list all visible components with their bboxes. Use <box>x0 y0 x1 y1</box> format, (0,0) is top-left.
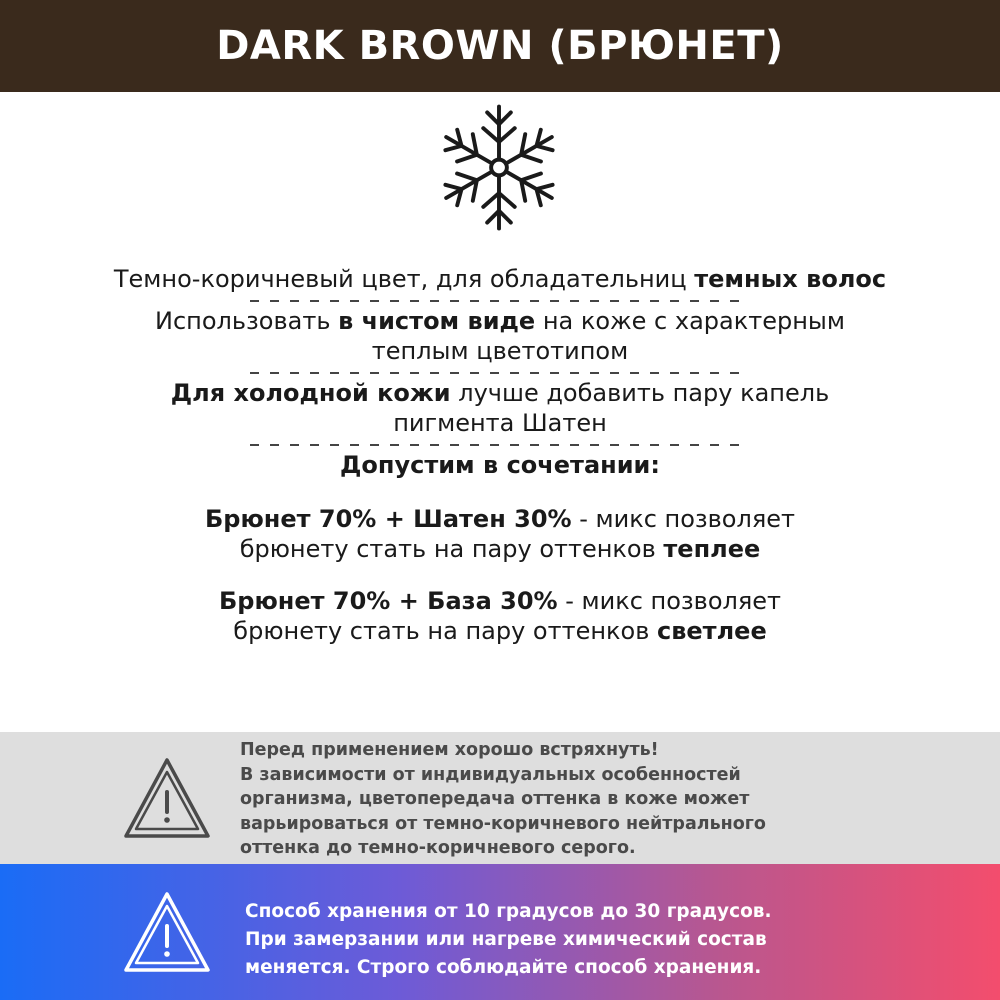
warning-panel <box>0 732 1000 864</box>
info-line-3: теплым цветотипом <box>371 337 629 365</box>
info-line-5: пигмента Шатен <box>393 409 607 437</box>
warning-triangle-icon <box>120 888 214 978</box>
combo-1-line-2: брюнету стать на пару оттенков теплее <box>239 535 761 563</box>
info-section <box>0 264 1000 646</box>
dashed-separator <box>250 444 750 446</box>
page-title: DARK BROWN (БРЮНЕТ) <box>216 23 784 69</box>
warning-text: Перед применением хорошо встряхнуть! В зависимости от индивидуальных особенностей организма, цветопередача оттенка в коже может варьироваться от темно-коричневого нейтрального оттенка до темно-коричневого серого. <box>240 740 766 858</box>
warning-triangle-icon <box>120 754 214 844</box>
combo-title: Допустим в сочетании: <box>340 451 660 479</box>
dashed-separator <box>250 300 750 302</box>
storage-panel <box>0 864 1000 1000</box>
snowflake-icon <box>440 100 558 235</box>
storage-text: Способ хранения от 10 градусов до 30 градусов. При замерзании или нагреве химический состав меняется. Строго соблюдайте способ хранения. <box>245 901 772 978</box>
combo-2-line-1: Брюнет 70% + База 30% - микс позволяет <box>218 587 782 615</box>
dashed-separator <box>250 372 750 374</box>
info-line-1: Темно-коричневый цвет, для обладательниц темных волос <box>113 265 887 293</box>
combo-2-line-2: брюнету стать на пару оттенков светлее <box>233 617 767 645</box>
info-line-2: Использовать в чистом виде на коже с характерным <box>155 307 845 335</box>
header-bar <box>0 0 1000 92</box>
info-line-4: Для холодной кожи лучше добавить пару капель <box>170 379 830 407</box>
combo-1-line-1: Брюнет 70% + Шатен 30% - микс позволяет <box>204 505 796 533</box>
